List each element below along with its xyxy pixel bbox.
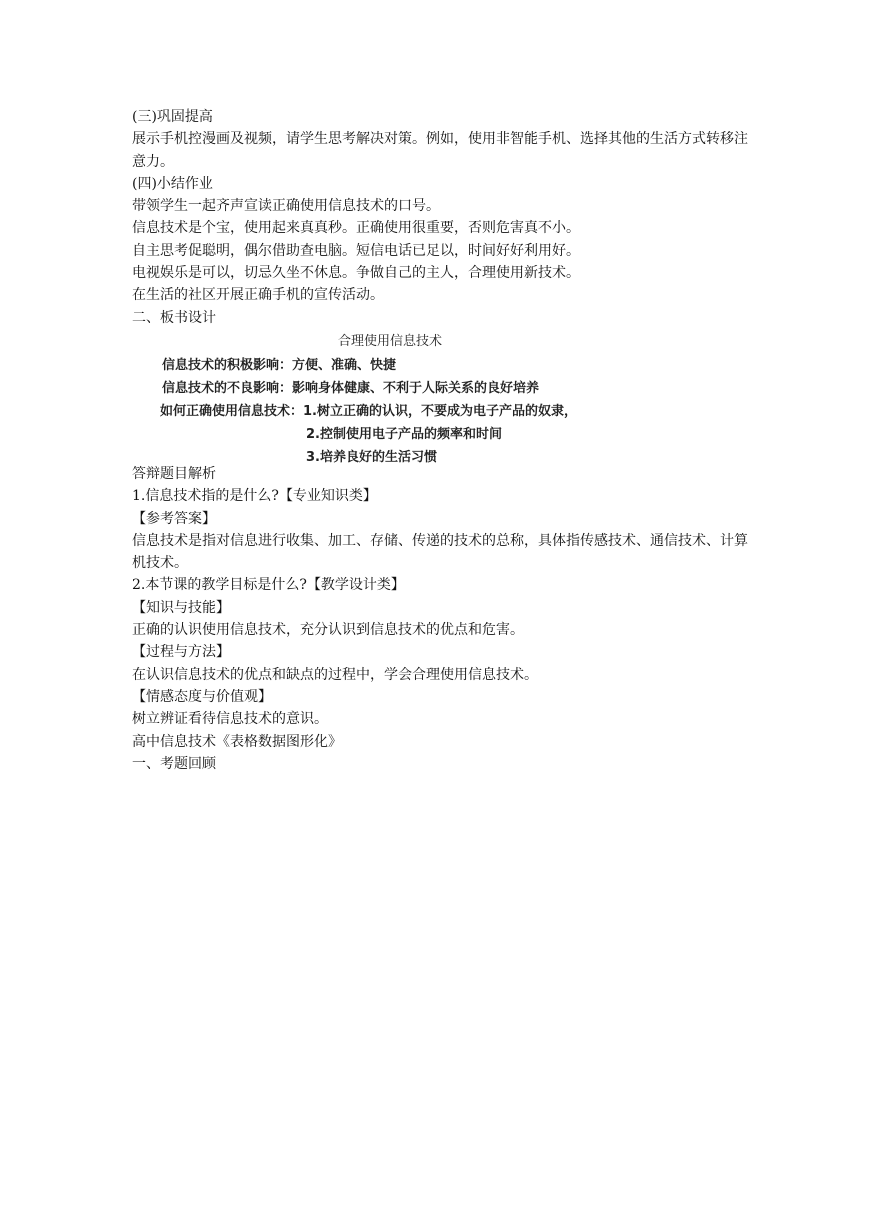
goal-process: 在认识信息技术的优点和缺点的过程中，学会合理使用信息技术。 [132,666,538,683]
slogan-line-1: 信息技术是个宝，使用起来真真秒。正确使用很重要，否则危害真不小。 [132,220,580,237]
board-correct-use-3: 3.培养良好的生活习惯 [306,449,437,465]
board-design-figure [132,331,752,465]
heading-defense: 答辩题目解析 [132,465,216,482]
board-positive-impact: 信息技术的积极影响：方便、准确、快捷 [162,357,397,373]
heading-summary: (四)小结作业 [132,175,213,192]
paragraph-slogan-intro: 带领学生一起齐声宣读正确使用信息技术的口号。 [132,198,440,215]
slogan-line-3: 电视娱乐是可以，切忌久坐不休息。争做自己的主人，合理使用新技术。 [132,265,580,282]
answer-1: 信息技术是指对信息进行收集、加工、存储、传递的技术的总称，具体指传感技术、通信技术、计算机技术。 [132,532,748,572]
goal-knowledge: 正确的认识使用信息技术，充分认识到信息技术的优点和危害。 [132,622,524,639]
board-correct-use-2: 2.控制使用电子产品的频率和时间 [306,426,502,442]
goal-process-label: 【过程与方法】 [132,644,230,661]
document-body [132,106,752,775]
goal-attitude-label: 【情感态度与价值观】 [132,688,272,705]
board-negative-impact: 信息技术的不良影响：影响身体健康、不利于人际关系的良好培养 [162,380,540,396]
next-lesson-title: 高中信息技术《表格数据图形化》 [132,733,342,750]
slogan-line-2: 自主思考促聪明，偶尔借助查电脑。短信电话已足以，时间好好利用好。 [132,242,580,259]
goal-knowledge-label: 【知识与技能】 [132,599,230,616]
answer-label: 【参考答案】 [132,510,216,527]
heading-consolidate: (三)巩固提高 [132,109,213,125]
paragraph-strategy: 展示手机控漫画及视频，请学生思考解决对策。例如，使用非智能手机、选择其他的生活方式转移注意力。 [132,131,748,170]
heading-board-design: 二、板书设计 [132,309,216,326]
question-1: 1.信息技术指的是什么?【专业知识类】 [132,488,377,505]
heading-review: 一、考题回顾 [132,755,216,772]
paragraph-community: 在生活的社区开展正确手机的宣传活动。 [132,287,384,304]
question-2: 2.本节课的教学目标是什么?【教学设计类】 [132,577,405,594]
board-correct-use: 如何正确使用信息技术：1.树立正确的认识，不要成为电子产品的奴隶， [160,403,577,419]
goal-attitude: 树立辨证看待信息技术的意识。 [132,711,328,728]
board-title: 合理使用信息技术 [338,333,443,349]
